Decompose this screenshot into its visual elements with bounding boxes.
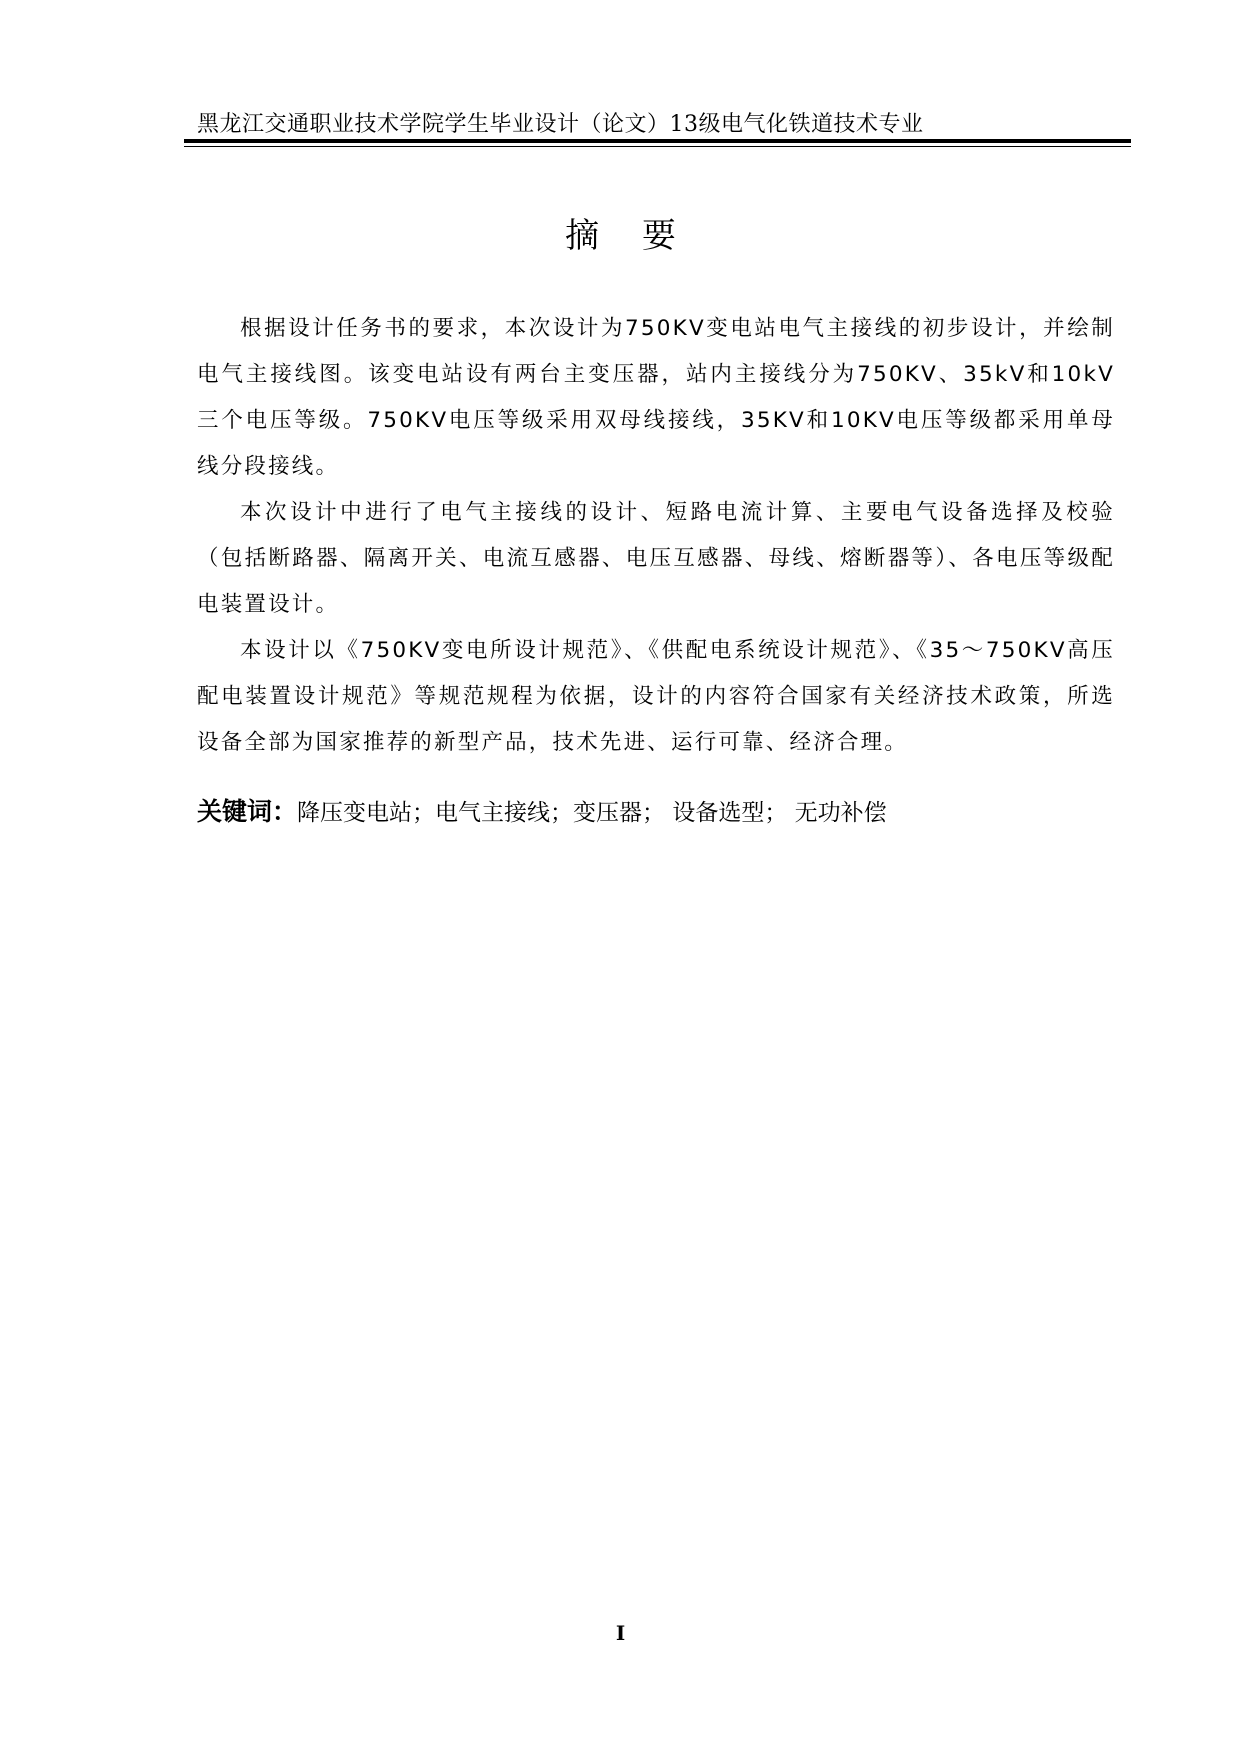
abstract-paragraph: 本次设计中进行了电气主接线的设计、短路电流计算、主要电气设备选择及校验（包括断路器、隔离开关、电流互感器、电压互感器、母线、熔断器等）、各电压等级配电装置设计。: [197, 500, 1115, 617]
page-number: I: [615, 1621, 626, 1645]
keywords-text: 降压变电站；电气主接线；变压器； 设备选型； 无功补偿: [297, 800, 887, 826]
header-rule-thick: [184, 139, 1131, 143]
abstract-body: [197, 306, 1115, 766]
keywords-label: 关键词：: [197, 797, 298, 826]
keywords-line: [197, 792, 887, 828]
header-rule-thin: [184, 146, 1131, 147]
abstract-paragraph: 根据设计任务书的要求，本次设计为750KV变电站电气主接线的初步设计，并绘制电气主接线图。该变电站设有两台主变压器，站内主接线分为750KV、35kV和10kV三个电压等级。750KV电压等级采用双母线接线，35KV和10KV电压等级都采用单母线分段接线。: [197, 316, 1115, 479]
abstract-title: 摘 要: [565, 216, 692, 256]
abstract-paragraph: 本设计以《750KV变电所设计规范》、《供配电系统设计规范》、《35～750KV高压配电装置设计规范》等规范规程为依据，设计的内容符合国家有关经济技术政策，所选设备全部为国家推荐的新型产品，技术先进、运行可靠、经济合理。: [197, 638, 1115, 755]
page-header: 黑龙江交通职业技术学院学生毕业设计（论文）13级电气化铁道技术专业: [197, 112, 924, 137]
